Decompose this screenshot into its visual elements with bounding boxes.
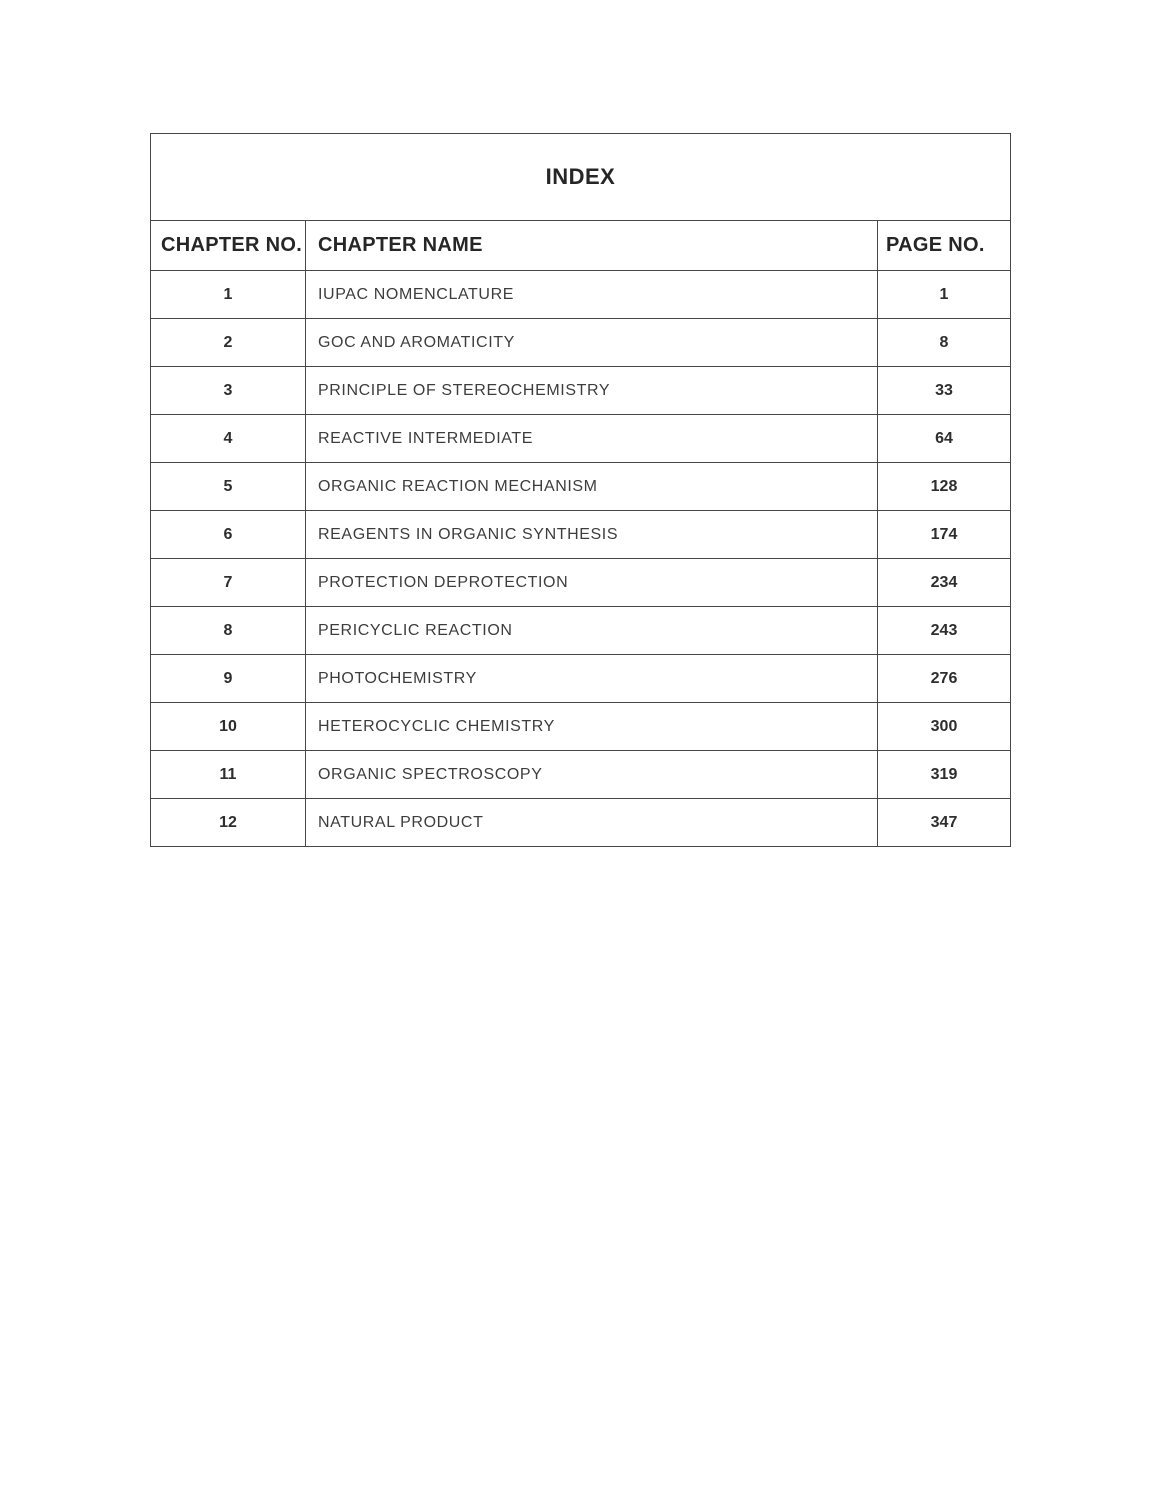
chapter-no-cell: 7 bbox=[151, 559, 306, 607]
page-no-cell: 64 bbox=[878, 415, 1011, 463]
column-header-row bbox=[151, 221, 1011, 271]
column-header-chapter-name: CHAPTER NAME bbox=[306, 221, 878, 271]
index-table-head bbox=[151, 134, 1011, 271]
chapter-name-cell: PERICYCLIC REACTION bbox=[306, 607, 878, 655]
page-no-cell: 33 bbox=[878, 367, 1011, 415]
chapter-name-cell: ORGANIC SPECTROSCOPY bbox=[306, 751, 878, 799]
table-row bbox=[151, 415, 1011, 463]
chapter-no-cell: 1 bbox=[151, 271, 306, 319]
table-row bbox=[151, 607, 1011, 655]
chapter-name-cell: REACTIVE INTERMEDIATE bbox=[306, 415, 878, 463]
chapter-name-cell: REAGENTS IN ORGANIC SYNTHESIS bbox=[306, 511, 878, 559]
page-no-cell: 8 bbox=[878, 319, 1011, 367]
chapter-no-cell: 2 bbox=[151, 319, 306, 367]
page-no-cell: 243 bbox=[878, 607, 1011, 655]
page-no-cell: 300 bbox=[878, 703, 1011, 751]
page-no-cell: 1 bbox=[878, 271, 1011, 319]
chapter-name-cell: GOC AND AROMATICITY bbox=[306, 319, 878, 367]
chapter-no-cell: 5 bbox=[151, 463, 306, 511]
chapter-name-cell: PHOTOCHEMISTRY bbox=[306, 655, 878, 703]
table-row bbox=[151, 319, 1011, 367]
table-row bbox=[151, 367, 1011, 415]
chapter-name-cell: NATURAL PRODUCT bbox=[306, 799, 878, 847]
table-title: INDEX bbox=[151, 134, 1011, 221]
chapter-name-cell: ORGANIC REACTION MECHANISM bbox=[306, 463, 878, 511]
index-table bbox=[150, 133, 1011, 847]
title-row bbox=[151, 134, 1011, 221]
chapter-name-cell: IUPAC NOMENCLATURE bbox=[306, 271, 878, 319]
chapter-no-cell: 10 bbox=[151, 703, 306, 751]
page-no-cell: 234 bbox=[878, 559, 1011, 607]
chapter-no-cell: 3 bbox=[151, 367, 306, 415]
page-no-cell: 276 bbox=[878, 655, 1011, 703]
table-row bbox=[151, 271, 1011, 319]
table-row bbox=[151, 751, 1011, 799]
chapter-no-cell: 12 bbox=[151, 799, 306, 847]
chapter-name-cell: PRINCIPLE OF STEREOCHEMISTRY bbox=[306, 367, 878, 415]
column-header-page-no: PAGE NO. bbox=[878, 221, 1011, 271]
table-row bbox=[151, 655, 1011, 703]
column-header-chapter-no: CHAPTER NO. bbox=[151, 221, 306, 271]
chapter-no-cell: 6 bbox=[151, 511, 306, 559]
table-row bbox=[151, 559, 1011, 607]
page-no-cell: 174 bbox=[878, 511, 1011, 559]
page-no-cell: 128 bbox=[878, 463, 1011, 511]
table-row bbox=[151, 463, 1011, 511]
page-no-cell: 319 bbox=[878, 751, 1011, 799]
chapter-no-cell: 9 bbox=[151, 655, 306, 703]
chapter-name-cell: HETEROCYCLIC CHEMISTRY bbox=[306, 703, 878, 751]
page-no-cell: 347 bbox=[878, 799, 1011, 847]
chapter-no-cell: 11 bbox=[151, 751, 306, 799]
chapter-name-cell: PROTECTION DEPROTECTION bbox=[306, 559, 878, 607]
table-row bbox=[151, 703, 1011, 751]
table-row bbox=[151, 511, 1011, 559]
chapter-no-cell: 4 bbox=[151, 415, 306, 463]
index-table-body bbox=[151, 271, 1011, 847]
chapter-no-cell: 8 bbox=[151, 607, 306, 655]
table-row bbox=[151, 799, 1011, 847]
